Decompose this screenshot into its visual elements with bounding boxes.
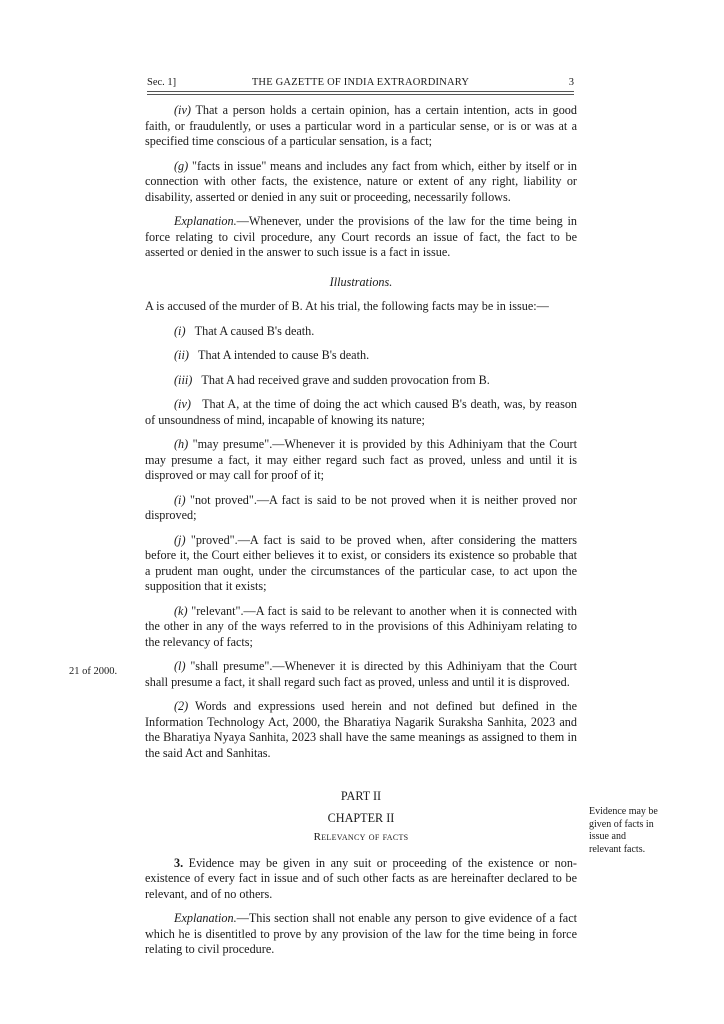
gazette-title: THE GAZETTE OF INDIA EXTRAORDINARY [251, 77, 470, 88]
clause-j-proved: (j) "proved".—A fact is said to be proved when, after considering the matters before it, the Court either believes it to exist, or considers its existence so probable that a prudent man ought, under the circumstances of the particular case, to act upon the supposition that it exists; [145, 532, 577, 593]
clause-num: (g) [174, 158, 189, 173]
margin-note-act-reference: 21 of 2000. [69, 666, 118, 677]
explanation-label: Explanation. [174, 911, 237, 925]
illustration-item: (i) That A caused B's death. [174, 323, 315, 338]
section-3-explanation: Explanation.—This section shall not enable any person to give evidence of a fact which he is disentitled to prove by any provision of the law for the time being in force relating to civil procedure. [145, 911, 577, 956]
part-title: PART II [340, 789, 382, 803]
illustration-item-iv: (iv) That A, at the time of doing the act which caused B's death, was, by reason of unsoundness of mind, incapable of knowing its nature; [145, 397, 578, 427]
illustration-intro: A is accused of the murder of B. At his trial, the following facts may be in issue:— [145, 299, 549, 313]
clause-l-shall-presume: (l) "shall presume".—Whenever it is directed by this Adhiniyam that the Court shall presume a fact, it shall regard such fact as proved, unless and until it is disproved. [145, 659, 577, 689]
chapter-subtitle: Relevancy of facts [313, 831, 409, 843]
illustrations-heading: Illustrations. [329, 274, 393, 289]
illustration-item: (ii) That A intended to cause B's death. [174, 348, 370, 362]
header-rule-bottom [147, 94, 574, 95]
clause-h-may-presume: (h) "may presume".—Whenever it is provided by this Adhiniyam that the Court may presume a fact, it may either regard such fact as proved, unless and until it is disproved or may call for proof of it; [145, 437, 577, 482]
clause-num: (iv) [174, 103, 191, 117]
page-body [145, 103, 577, 967]
explanation-facts-in-issue: Explanation.—Whenever, under the provisions of the law for the time being in force relating to civil procedure, any Court records an issue of fact, the fact to be asserted or denied in the answer to such issue is a fact in issue. [145, 214, 577, 259]
section-ref: Sec. 1] [147, 77, 177, 88]
subsection-2: (2) Words and expressions used herein and not defined but defined in the Information Technology Act, 2000, the Bharatiya Nagarik Suraksha Sanhita, 2023 and the Bharatiya Nyaya Sanhita, 2023 shall have the same meanings as assigned to them in the said Act and Sanhitas. [145, 699, 577, 760]
chapter-title: CHAPTER II [327, 810, 395, 825]
section-number: 3. [174, 855, 184, 870]
illustration-item: (iii) That A had received grave and sudden provocation from B. [174, 372, 490, 387]
header-rule-top [147, 91, 574, 92]
clause-k-relevant: (k) "relevant".—A fact is said to be relevant to another when it is connected with the other in any of the ways referred to in the provisions of this Adhiniyam relating to the relevancy of facts; [145, 603, 577, 649]
margin-note-section-3: Evidence may be given of facts in issue and relevant facts. [589, 806, 658, 855]
page-number: 3 [568, 77, 574, 88]
clause-i-not-proved: (i) "not proved".—A fact is said to be not proved when it is neither proved nor disproved; [145, 492, 577, 522]
clause-g: (g) "facts in issue" means and includes any fact from which, either by itself or in connection with other facts, the existence, nature or extent of any right, liability or disability, asserted or denied in any suit or proceeding, necessarily follows. [145, 158, 577, 204]
clause-iv: (iv) That a person holds a certain opinion, has a certain intention, acts in good faith, or fraudulently, or uses a particular word in a particular sense, or is or was at a specified time conscious of a particular sensation, is a fact; [145, 103, 577, 148]
running-header [147, 77, 574, 89]
section-3: 3. Evidence may be given in any suit or proceeding of the existence or non-existence of every fact in issue and of such other facts as are hereinafter declared to be relevant, and of no others. [145, 855, 577, 901]
explanation-label: Explanation. [174, 214, 237, 228]
